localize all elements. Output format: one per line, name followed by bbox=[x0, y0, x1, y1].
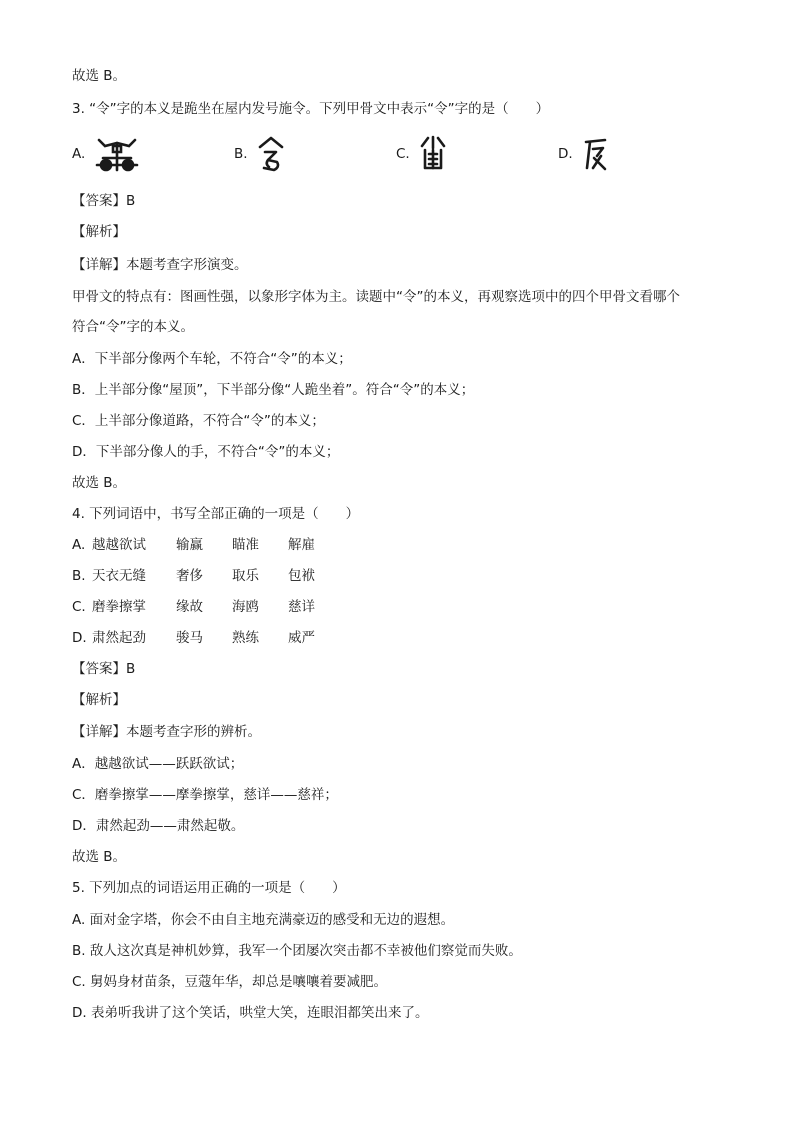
word: 瞄准 bbox=[232, 537, 259, 553]
word: 取乐 bbox=[232, 568, 259, 584]
paragraph-line: 甲骨文的特点有：图画性强，以象形字体为主。读题中“令”的本义，再观察选项中的四个甲骨文看哪个 bbox=[72, 289, 680, 305]
option-letter: C. bbox=[72, 599, 86, 615]
explanation-a: A．越越欲试——跃跃欲试； bbox=[72, 756, 244, 772]
question-3: 3. “令”字的本义是跪坐在屋内发号施令。下列甲骨文中表示“令”字的是（ ） bbox=[72, 101, 550, 117]
option-letter: A. bbox=[72, 146, 86, 162]
conclusion-line: 故选 B。 bbox=[72, 475, 127, 491]
word: 奢侈 bbox=[176, 568, 203, 584]
word: 威严 bbox=[288, 630, 315, 646]
oracle-glyph-a-icon bbox=[93, 134, 141, 174]
q5-option-c: C. 舅妈身材苗条，豆蔻年华，却总是嚷嚷着要减肥。 bbox=[72, 974, 388, 990]
explanation-c: C．磨拳擦掌——摩拳擦掌，慈详——慈祥； bbox=[72, 787, 338, 803]
paragraph-line: 符合“令”字的本义。 bbox=[72, 319, 194, 335]
q3-option-d bbox=[558, 132, 611, 176]
word: 输赢 bbox=[176, 537, 203, 553]
question-5: 5. 下列加点的词语运用正确的一项是（ ） bbox=[72, 880, 346, 896]
option-letter: B. bbox=[72, 568, 86, 584]
explanation-a: A．下半部分像两个车轮，不符合“令”的本义； bbox=[72, 351, 352, 367]
option-letter: D. bbox=[72, 630, 87, 646]
word: 越越欲试 bbox=[92, 537, 146, 553]
word: 骏马 bbox=[176, 630, 203, 646]
option-letter: D. bbox=[558, 146, 573, 162]
word: 肃然起劲 bbox=[92, 630, 146, 646]
q3-option-a bbox=[72, 132, 141, 176]
q3-options bbox=[72, 132, 732, 176]
word: 磨拳擦掌 bbox=[92, 599, 146, 615]
word: 解雇 bbox=[288, 537, 315, 553]
analysis-label: 【解析】 bbox=[72, 692, 126, 708]
word: 缘故 bbox=[176, 599, 203, 615]
q5-option-d: D. 表弟听我讲了这个笑话，哄堂大笑，连眼泪都笑出来了。 bbox=[72, 1005, 429, 1021]
explanation-b: B．上半部分像“屋顶”，下半部分像“人跪坐着”。符合“令”的本义； bbox=[72, 382, 475, 398]
option-letter: B. bbox=[234, 146, 248, 162]
question-4: 4. 下列词语中，书写全部正确的一项是（ ） bbox=[72, 506, 360, 522]
word: 包袱 bbox=[288, 568, 315, 584]
answer-label: 【答案】B bbox=[72, 661, 136, 677]
word: 海鸥 bbox=[232, 599, 259, 615]
word: 慈详 bbox=[288, 599, 315, 615]
oracle-glyph-d-icon bbox=[581, 134, 611, 174]
conclusion-line: 故选 B。 bbox=[72, 849, 127, 865]
q3-option-c bbox=[396, 132, 448, 176]
conclusion-line: 故选 B。 bbox=[72, 68, 127, 84]
explanation-d: D．下半部分像人的手，不符合“令”的本义； bbox=[72, 444, 340, 460]
oracle-glyph-b-icon bbox=[256, 134, 286, 174]
option-letter: A. bbox=[72, 537, 86, 553]
oracle-glyph-c-icon bbox=[418, 134, 448, 174]
explanation-d: D．肃然起劲——肃然起敬。 bbox=[72, 818, 245, 834]
detail-line: 【详解】本题考查字形演变。 bbox=[72, 257, 248, 273]
word: 天衣无缝 bbox=[92, 568, 146, 584]
word: 熟练 bbox=[232, 630, 259, 646]
option-letter: C. bbox=[396, 146, 410, 162]
q5-option-a: A. 面对金字塔，你会不由自主地充满豪迈的感受和无边的遐想。 bbox=[72, 912, 455, 928]
analysis-label: 【解析】 bbox=[72, 224, 126, 240]
q5-option-b: B. 敌人这次真是神机妙算，我军一个团屡次突击都不幸被他们察觉而失败。 bbox=[72, 943, 522, 959]
q3-option-b bbox=[234, 132, 286, 176]
explanation-c: C．上半部分像道路，不符合“令”的本义； bbox=[72, 413, 325, 429]
answer-label: 【答案】B bbox=[72, 193, 136, 209]
detail-line: 【详解】本题考查字形的辨析。 bbox=[72, 724, 261, 740]
